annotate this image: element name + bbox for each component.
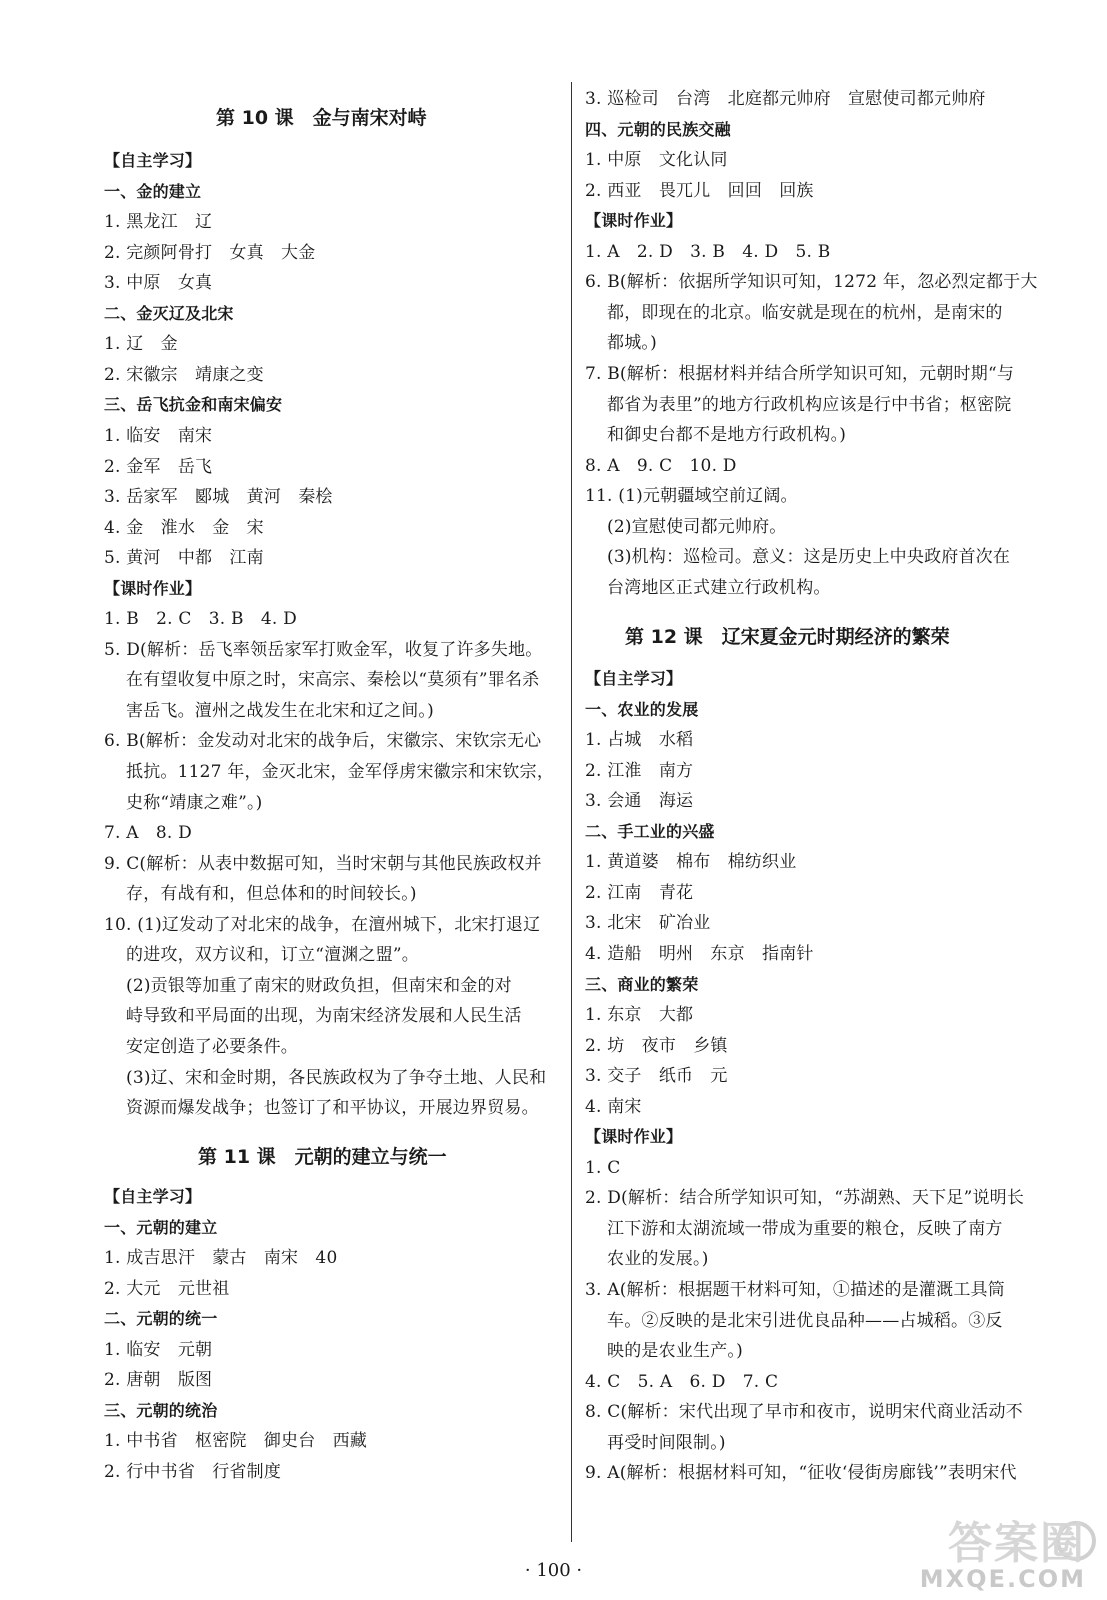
answer-line: 1. 中书省 枢密院 御史台 西藏 xyxy=(104,1431,368,1452)
answer-line: 1. C xyxy=(585,1157,621,1178)
answer-line: 8. A 9. C 10. D xyxy=(585,455,737,476)
answer-line: 和御史台都不是地方行政机构。) xyxy=(607,425,847,446)
answer-line: 7. B(解析：根据材料并结合所学知识可知，元朝时期“与 xyxy=(585,363,1015,384)
answer-line: 1. 成吉思汗 蒙古 南宋 40 xyxy=(104,1248,338,1269)
section-heading: 【课时作业】 xyxy=(585,211,683,231)
subsection-heading: 一、农业的发展 xyxy=(585,699,699,719)
answer-line: 6. B(解析：金发动对北宋的战争后，宋徽宗、宋钦宗无心 xyxy=(104,731,542,752)
subsection-heading: 三、元朝的统治 xyxy=(104,1400,218,1420)
answer-line: 9. A(解析：根据材料可知，“征收‘侵街房廊钱’”表明宋代 xyxy=(585,1463,1017,1484)
answer-line: 资源而爆发战争；也签订了和平协议，开展边界贸易。 xyxy=(126,1098,539,1119)
answer-line: (2)宣慰使司都元帅府。 xyxy=(607,516,787,537)
watermark-url: MXQE.COM xyxy=(919,1565,1086,1593)
answer-line: 1. 黑龙江 辽 xyxy=(104,212,213,233)
answer-line: 的进攻，双方议和，订立“澶渊之盟”。 xyxy=(126,945,419,966)
answer-line: 1. A 2. D 3. B 4. D 5. B xyxy=(585,241,831,262)
answer-line: 2. 金军 岳飞 xyxy=(104,456,213,477)
answer-line: 3. A(解析：根据题干材料可知，①描述的是灌溉工具筒 xyxy=(585,1280,1005,1300)
answer-line: 3. 交子 纸币 元 xyxy=(585,1066,728,1087)
lesson-title: 第 12 课 辽宋夏金元时期经济的繁荣 xyxy=(625,626,950,648)
section-heading: 【自主学习】 xyxy=(104,151,202,170)
answer-line: 3. 岳家军 郾城 黄河 秦桧 xyxy=(104,487,333,508)
answer-line: 1. B 2. C 3. B 4. D xyxy=(104,609,297,630)
answer-line: 台湾地区正式建立行政机构。 xyxy=(607,577,831,598)
answer-line: (2)贡银等加重了南宋的财政负担，但南宋和金的对 xyxy=(126,975,512,996)
answer-line: 史称“靖康之难”。) xyxy=(126,792,263,813)
answer-line: 2. D(解析：结合所学知识可知，“苏湖熟、天下足”说明长 xyxy=(585,1188,1025,1209)
column-divider xyxy=(571,82,572,1542)
answer-line: 1. 辽 金 xyxy=(104,334,178,355)
answer-line: 1. 临安 南宋 xyxy=(104,425,213,446)
answer-line: 再受时间限制。) xyxy=(607,1432,726,1453)
answer-line: 1. 临安 元朝 xyxy=(104,1339,213,1360)
page-number: · 100 · xyxy=(524,1560,583,1581)
lesson-title: 第 11 课 元朝的建立与统一 xyxy=(198,1146,447,1168)
answer-line: 3. 巡检司 台湾 北庭都元帅府 宣慰使司都元帅府 xyxy=(585,89,986,109)
section-heading: 【课时作业】 xyxy=(104,578,202,598)
answer-line: 1. 中原 文化认同 xyxy=(585,150,728,171)
answer-line: 2. 江南 青花 xyxy=(585,882,694,903)
answer-line: 2. 行中书省 行省制度 xyxy=(104,1461,282,1482)
answer-line: 3. 北宋 矿冶业 xyxy=(585,913,711,934)
answer-line: 峙导致和平局面的出现，为南宋经济发展和人民生活 xyxy=(126,1006,522,1027)
watermark-logo-text: 答案圈 xyxy=(948,1518,1086,1569)
subsection-heading: 四、元朝的民族交融 xyxy=(585,119,731,139)
subsection-heading: 二、手工业的兴盛 xyxy=(585,821,715,841)
answer-line: 车。②反映的是北宋引进优良品种——占城稻。③反 xyxy=(607,1310,1003,1331)
answer-line: 5. 黄河 中都 江南 xyxy=(104,548,264,569)
answer-line: 都城。) xyxy=(607,333,657,354)
subsection-heading: 一、元朝的建立 xyxy=(104,1217,218,1237)
answer-line: 抵抗。1127 年，金灭北宋，金军俘虏宋徽宗和宋钦宗， xyxy=(126,762,555,782)
watermark-logo xyxy=(880,1505,1100,1597)
answer-line: 6. B(解析：依据所学知识可知，1272 年，忽必烈定都于大 xyxy=(585,272,1038,293)
subsection-heading: 一、金的建立 xyxy=(104,181,202,201)
answer-line: 2. 完颜阿骨打 女真 大金 xyxy=(104,242,316,263)
answer-line: 2. 宋徽宗 靖康之变 xyxy=(104,364,264,385)
answer-line: (3)辽、宋和金时期，各民族政权为了争夺土地、人民和 xyxy=(126,1067,547,1088)
answer-line: 在有望收复中原之时，宋高宗、秦桧以“莫须有”罪名杀 xyxy=(126,670,540,691)
answer-line: 10. (1)辽发动了对北宋的战争，在澶州城下，北宋打退辽 xyxy=(104,914,541,935)
answer-line: 4. 金 淮水 金 宋 xyxy=(104,517,264,538)
answer-line: 都，即现在的北京。临安就是现在的杭州，是南宋的 xyxy=(607,302,1003,323)
subsection-heading: 二、金灭辽及北宋 xyxy=(104,303,234,323)
answer-line: 2. 江淮 南方 xyxy=(585,760,694,781)
answer-line: 4. 南宋 xyxy=(585,1096,642,1117)
answer-line: 1. 东京 大都 xyxy=(585,1005,694,1026)
section-heading: 【自主学习】 xyxy=(585,669,683,688)
answer-line: 安定创造了必要条件。 xyxy=(126,1036,298,1057)
section-heading: 【自主学习】 xyxy=(104,1187,202,1206)
answer-line: 1. 黄道婆 棉布 棉纺织业 xyxy=(585,852,797,873)
answer-line: 江下游和太湖流域一带成为重要的粮仓，反映了南方 xyxy=(607,1218,1003,1239)
answer-line: 7. A 8. D xyxy=(104,823,192,844)
subsection-heading: 二、元朝的统一 xyxy=(104,1309,218,1329)
section-heading: 【课时作业】 xyxy=(585,1127,683,1147)
answer-line: 2. 坊 夜市 乡镇 xyxy=(585,1035,728,1056)
lesson-title: 第 10 课 金与南宋对峙 xyxy=(216,107,427,129)
answer-line: 3. 中原 女真 xyxy=(104,273,213,294)
answer-line: 2. 大元 元世祖 xyxy=(104,1278,230,1299)
answer-line: 5. D(解析：岳飞率领岳家军打败金军，收复了许多失地。 xyxy=(104,639,543,660)
answer-line: 农业的发展。) xyxy=(607,1249,709,1270)
answer-line: 4. 造船 明州 东京 指南针 xyxy=(585,943,814,964)
subsection-heading: 三、岳飞抗金和南宋偏安 xyxy=(104,395,283,415)
answer-line: 11. (1)元朝疆域空前辽阔。 xyxy=(585,486,798,507)
answer-line: (3)机构：巡检司。意义：这是历史上中央政府首次在 xyxy=(607,547,1011,568)
answer-line: 2. 唐朝 版图 xyxy=(104,1370,213,1391)
answer-line: 3. 会通 海运 xyxy=(585,791,694,812)
answer-line: 4. C 5. A 6. D 7. C xyxy=(585,1371,779,1392)
answer-line: 2. 西亚 畏兀儿 回回 回族 xyxy=(585,180,814,201)
answer-line: 8. C(解析：宋代出现了早市和夜市，说明宋代商业活动不 xyxy=(585,1402,1023,1423)
answer-line: 都省为表里”的地方行政机构应该是行中书省；枢密院 xyxy=(607,394,1012,415)
answer-line: 害岳飞。澶州之战发生在北宋和辽之间。) xyxy=(126,700,434,721)
answer-line: 9. C(解析：从表中数据可知，当时宋朝与其他民族政权并 xyxy=(104,853,542,874)
answer-line: 存，有战有和，但总体和的时间较长。) xyxy=(126,884,417,905)
subsection-heading: 三、商业的繁荣 xyxy=(585,974,699,994)
answer-line: 映的是农业生产。) xyxy=(607,1341,743,1362)
answer-line: 1. 占城 水稻 xyxy=(585,730,694,751)
